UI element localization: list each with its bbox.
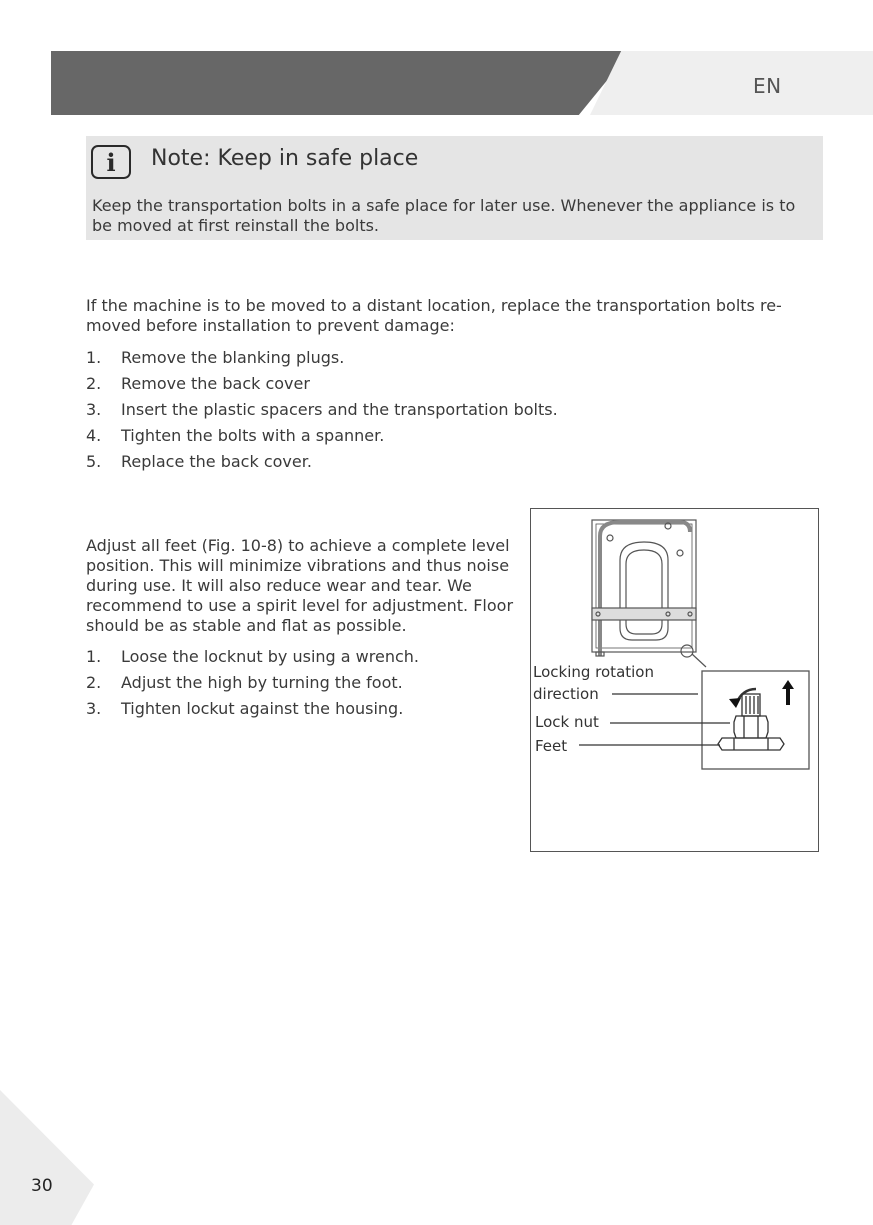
washing-machine-illustration bbox=[592, 520, 706, 667]
list-item: 2. Adjust the high by turning the foot. bbox=[86, 673, 403, 692]
info-icon: i bbox=[91, 145, 131, 179]
language-code: EN bbox=[753, 74, 782, 98]
page-number: 30 bbox=[31, 1176, 53, 1196]
page-corner-tab bbox=[0, 1090, 94, 1225]
levelling-steps bbox=[86, 647, 516, 725]
figure-label-feet: Feet bbox=[535, 737, 568, 755]
figure-label-rotation-line1: Locking rotation bbox=[533, 663, 654, 681]
levelling-intro: Adjust all feet (Fig. 10-8) to achieve a complete level position. This will minimize vibrations and thus noise during use. It will also reduce wear and tear. We recommend to use a spirit level for adjustment. Floor should be as stable and flat as possible. bbox=[86, 536, 514, 635]
note-text: Keep the transportation bolts in a safe place for later use. Whenever the appliance is to be moved at first reinstall the bolts. bbox=[92, 196, 796, 235]
list-item: 1. Loose the locknut by using a wrench. bbox=[86, 647, 419, 666]
list-item: 3. Insert the plastic spacers and the transportation bolts. bbox=[86, 400, 558, 419]
transport-steps bbox=[86, 348, 706, 478]
list-item: 3. Tighten lockut against the housing. bbox=[86, 699, 404, 718]
header-language-tab bbox=[590, 51, 873, 115]
list-item: 2. Remove the back cover bbox=[86, 374, 310, 393]
list-item: 4. Tighten the bolts with a spanner. bbox=[86, 426, 385, 445]
list-item: 5. Replace the back cover. bbox=[86, 452, 312, 471]
figure-label-rotation-line2: direction bbox=[533, 685, 599, 703]
header-bar bbox=[51, 51, 631, 115]
transport-intro: If the machine is to be moved to a distant location, replace the transportation bolts re-moved before installation to prevent damage: bbox=[86, 296, 782, 335]
list-item: 1. Remove the blanking plugs. bbox=[86, 348, 345, 367]
note-title: Note: Keep in safe place bbox=[151, 146, 419, 171]
foot-detail-illustration bbox=[579, 671, 809, 769]
note-box bbox=[86, 136, 823, 240]
figure-label-locknut: Lock nut bbox=[535, 713, 599, 731]
